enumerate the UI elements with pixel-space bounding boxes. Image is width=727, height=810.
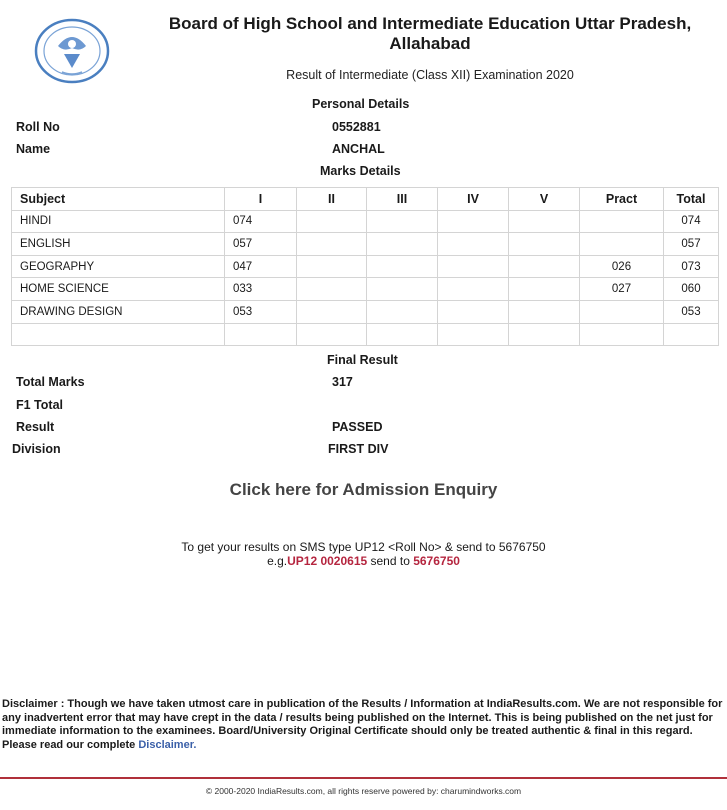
marks-details-heading: Marks Details xyxy=(320,164,401,178)
division-value: FIRST DIV xyxy=(328,442,389,456)
mark-cell xyxy=(438,300,509,323)
footer-divider xyxy=(0,777,727,779)
sms-example: e.g.UP12 0020615 send to 5676750 xyxy=(267,554,460,568)
mark-cell: 033 xyxy=(225,278,297,301)
sms-example-code: UP12 0020615 xyxy=(287,554,368,568)
division-label: Division xyxy=(12,442,61,456)
subject-cell: ENGLISH xyxy=(12,233,225,256)
name-value: ANCHAL xyxy=(332,142,385,156)
roll-no-value: 0552881 xyxy=(332,120,381,134)
final-result-heading: Final Result xyxy=(327,353,398,367)
board-logo-icon xyxy=(34,18,110,84)
pract-cell xyxy=(580,300,664,323)
subject-cell: DRAWING DESIGN xyxy=(12,300,225,323)
mark-cell xyxy=(297,278,367,301)
col-header-iii: III xyxy=(367,188,438,211)
mark-cell xyxy=(367,278,438,301)
result-label: Result xyxy=(16,420,55,434)
col-header-total: Total xyxy=(664,188,719,211)
sms-example-number: 5676750 xyxy=(413,554,460,568)
col-header-iv: IV xyxy=(438,188,509,211)
mark-cell xyxy=(438,210,509,233)
mark-cell xyxy=(509,278,580,301)
subject-cell: HOME SCIENCE xyxy=(12,278,225,301)
board-title: Board of High School and Intermediate Education Uttar Pradesh, Allahabad xyxy=(168,14,692,53)
marks-header-row xyxy=(12,188,719,211)
empty-cell xyxy=(367,323,438,346)
total-cell: 053 xyxy=(664,300,719,323)
empty-cell xyxy=(12,323,225,346)
empty-cell xyxy=(297,323,367,346)
total-cell: 074 xyxy=(664,210,719,233)
mark-cell xyxy=(297,300,367,323)
subject-cell: HINDI xyxy=(12,210,225,233)
mark-cell xyxy=(297,210,367,233)
mark-cell: 053 xyxy=(225,300,297,323)
personal-details-heading: Personal Details xyxy=(312,97,410,111)
empty-cell xyxy=(664,323,719,346)
col-header-v: V xyxy=(509,188,580,211)
table-row xyxy=(12,210,719,233)
marks-table xyxy=(11,187,719,346)
mark-cell xyxy=(367,210,438,233)
admission-enquiry-link[interactable]: Click here for Admission Enquiry xyxy=(229,480,498,499)
pract-cell xyxy=(580,233,664,256)
f1-total-label: F1 Total xyxy=(16,398,63,412)
empty-cell xyxy=(225,323,297,346)
subject-cell: GEOGRAPHY xyxy=(12,255,225,278)
pract-cell: 026 xyxy=(580,255,664,278)
pract-cell xyxy=(580,210,664,233)
footer-copyright: © 2000-2020 IndiaResults.com, all rights reserve powered by: charumindworks.com xyxy=(205,786,522,796)
mark-cell xyxy=(509,300,580,323)
mark-cell xyxy=(438,278,509,301)
mark-cell xyxy=(367,255,438,278)
col-header-subject: Subject xyxy=(12,188,225,211)
col-header-pract: Pract xyxy=(580,188,664,211)
col-header-i: I xyxy=(225,188,297,211)
exam-subtitle: Result of Intermediate (Class XII) Examination 2020 xyxy=(286,68,574,82)
total-cell: 057 xyxy=(664,233,719,256)
mark-cell xyxy=(438,233,509,256)
mark-cell xyxy=(509,255,580,278)
mark-cell xyxy=(438,255,509,278)
mark-cell xyxy=(297,233,367,256)
mark-cell xyxy=(297,255,367,278)
empty-cell xyxy=(509,323,580,346)
col-header-ii: II xyxy=(297,188,367,211)
table-row xyxy=(12,233,719,256)
mark-cell xyxy=(509,210,580,233)
total-cell: 073 xyxy=(664,255,719,278)
mark-cell xyxy=(367,300,438,323)
roll-no-label: Roll No xyxy=(16,120,60,134)
table-row xyxy=(12,278,719,301)
table-row xyxy=(12,255,719,278)
mark-cell: 057 xyxy=(225,233,297,256)
mark-cell xyxy=(367,233,438,256)
total-cell: 060 xyxy=(664,278,719,301)
mark-cell: 047 xyxy=(225,255,297,278)
table-row-empty xyxy=(12,323,719,346)
mark-cell: 074 xyxy=(225,210,297,233)
pract-cell: 027 xyxy=(580,278,664,301)
name-label: Name xyxy=(16,142,51,156)
total-marks-value: 317 xyxy=(332,375,353,389)
disclaimer-link[interactable]: Disclaimer. xyxy=(138,738,197,751)
mark-cell xyxy=(509,233,580,256)
sms-info xyxy=(0,540,727,568)
result-value: PASSED xyxy=(332,420,383,434)
total-marks-label: Total Marks xyxy=(16,375,85,389)
empty-cell xyxy=(438,323,509,346)
disclaimer-text: Disclaimer : Though we have taken utmost care in publication of the Results / Information at IndiaResults.com. We are not responsible for any inadvertent error that may have crept in the data / results being published on the Internet. This is being published on the net just for immediate information to the examinees. Board/University Original Certificate should only be treated authentic & final in this regard. Please read our complete Disclaimer. xyxy=(2,698,723,751)
table-row xyxy=(12,300,719,323)
sms-instructions: To get your results on SMS type UP12 <Roll No> & send to 5676750 xyxy=(181,540,546,554)
empty-cell xyxy=(580,323,664,346)
